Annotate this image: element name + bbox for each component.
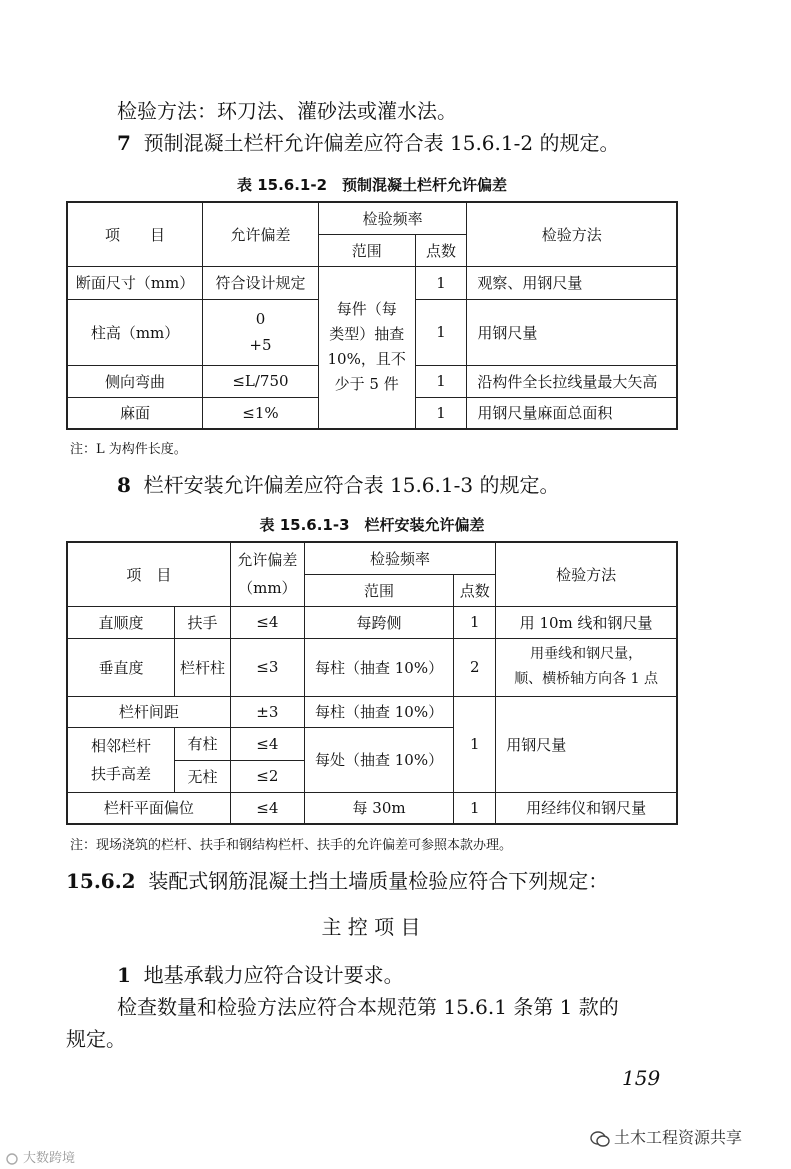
header-tolerance-b: （mm） — [238, 579, 297, 598]
tolerance-bottom: +5 — [249, 336, 272, 354]
paragraph-test-method: 检验方法：环刀法、灌砂法或灌水法。 — [117, 99, 457, 123]
header-tolerance-a: 允许偏差 — [237, 551, 298, 570]
header-item: 项 目 — [67, 202, 203, 266]
cell-points: 1 — [415, 397, 467, 429]
cell-item — [67, 727, 175, 792]
item-number: 7 — [117, 131, 131, 155]
item-text: 栏杆安装允许偏差应符合表 15.6.1-3 的规定。 — [143, 473, 560, 497]
cell-method — [496, 638, 677, 696]
section-15-6-2 — [66, 868, 608, 894]
method-line: 用垂线和钢尺量， — [530, 646, 643, 662]
header-tolerance: 允许偏差 — [203, 202, 319, 266]
cell-tolerance: ±3 — [230, 696, 304, 727]
scope-line: 少于 5 件 — [334, 375, 399, 394]
item-number: 1 — [117, 963, 131, 987]
paragraph-item-7 — [117, 130, 619, 156]
cell-item: 柱高（mm） — [67, 299, 203, 365]
cell-method: 沿构件全长拉线量最大矢高 — [467, 365, 677, 397]
cell-tolerance: ≤1% — [203, 397, 319, 429]
scope-line: 类型）抽查 — [329, 325, 405, 344]
cell-item: 断面尺寸（mm） — [67, 266, 203, 299]
table3-note: 注：现场浇筑的栏杆、扶手和钢结构栏杆、扶手的允许偏差可参照本款办理。 — [70, 838, 513, 853]
paragraph-item-1 — [117, 962, 404, 988]
logo-icon — [6, 1153, 20, 1165]
cell-tolerance: ≤4 — [230, 606, 304, 638]
cell-method: 用经纬仪和钢尺量 — [496, 792, 677, 824]
cell-tolerance: ≤4 — [230, 727, 304, 760]
scope-line: 每件（每 — [336, 300, 397, 319]
cell-item: 麻面 — [67, 397, 203, 429]
cell-tolerance: 符合设计规定 — [203, 266, 319, 299]
cell-subitem: 栏杆柱 — [175, 638, 231, 696]
header-frequency: 检验频率 — [318, 202, 467, 234]
cell-points: 1 — [415, 266, 467, 299]
header-points: 点数 — [415, 234, 467, 266]
header-item: 项 目 — [67, 542, 230, 606]
header-method: 检验方法 — [467, 202, 677, 266]
section-number: 15.6.2 — [66, 869, 136, 893]
watermark-left-text: 大数跨境 — [23, 1151, 76, 1166]
cell-item: 垂直度 — [67, 638, 175, 696]
item-text: 地基承载力应符合设计要求。 — [143, 963, 404, 987]
item-number: 8 — [117, 473, 131, 497]
cell-scope: 每处（抽查 10%） — [304, 727, 454, 792]
cell-tolerance: ≤4 — [230, 792, 304, 824]
tolerance-top: 0 — [255, 310, 266, 328]
cell-points: 1 — [415, 365, 467, 397]
paragraph-item-8 — [117, 472, 559, 498]
cell-item: 栏杆平面偏位 — [67, 792, 230, 824]
sub-heading: 主 控 项 目 — [321, 915, 421, 939]
cell-scope: 每跨侧 — [304, 606, 454, 638]
paragraph-check-line-1: 检查数量和检验方法应符合本规范第 15.6.1 条第 1 款的 — [117, 995, 619, 1019]
item-text: 预制混凝土栏杆允许偏差应符合表 15.6.1-2 的规定。 — [143, 131, 620, 155]
cell-points: 1 — [454, 792, 496, 824]
scope-line: 10%，且不 — [327, 350, 406, 369]
cell-method: 观察、用钢尺量 — [467, 266, 677, 299]
cell-shared-method: 用钢尺量 — [496, 696, 677, 792]
cell-subitem: 无柱 — [175, 760, 231, 792]
cell-shared-scope — [318, 266, 415, 429]
cell-method: 用 10m 线和钢尺量 — [496, 606, 677, 638]
cell-tolerance: ≤3 — [230, 638, 304, 696]
watermark-right-text: 土木工程资源共享 — [614, 1128, 743, 1147]
method-line: 顺、横桥轴方向各 1 点 — [514, 671, 658, 687]
cell-subitem: 扶手 — [175, 606, 231, 638]
table3-caption: 表 15.6.1-3 栏杆安装允许偏差 — [259, 516, 485, 534]
table-15-6-1-2 — [66, 201, 678, 430]
cell-subitem: 有柱 — [175, 727, 231, 760]
cell-method: 用钢尺量 — [467, 299, 677, 365]
page-number: 159 — [622, 1066, 661, 1090]
section-text: 装配式钢筋混凝土挡土墙质量检验应符合下列规定： — [148, 869, 609, 893]
item-line: 扶手高差 — [91, 764, 152, 783]
paragraph-check-line-2: 规定。 — [66, 1027, 126, 1051]
table-15-6-1-3 — [66, 541, 678, 825]
header-points: 点数 — [454, 574, 496, 606]
cell-points: 1 — [454, 606, 496, 638]
watermark-left — [6, 1147, 75, 1166]
cell-scope: 每柱（抽查 10%） — [304, 696, 454, 727]
cell-scope: 每 30m — [304, 792, 454, 824]
cell-points: 2 — [454, 638, 496, 696]
header-scope: 范围 — [304, 574, 454, 606]
cell-item: 侧向弯曲 — [67, 365, 203, 397]
header-frequency: 检验频率 — [304, 542, 495, 574]
watermark-right — [590, 1125, 742, 1148]
header-method: 检验方法 — [496, 542, 677, 606]
cell-item: 直顺度 — [67, 606, 175, 638]
cell-scope: 每柱（抽查 10%） — [304, 638, 454, 696]
cell-method: 用钢尺量麻面总面积 — [467, 397, 677, 429]
cell-tolerance: ≤2 — [230, 760, 304, 792]
cell-item: 栏杆间距 — [67, 696, 230, 727]
cell-points: 1 — [415, 299, 467, 365]
cell-tolerance: ≤L/750 — [203, 365, 319, 397]
cell-tolerance — [203, 299, 319, 365]
wechat-icon — [590, 1131, 610, 1147]
item-line: 相邻栏杆 — [91, 736, 152, 755]
header-tolerance — [230, 542, 304, 606]
table2-note: 注：L 为构件长度。 — [70, 442, 187, 457]
header-scope: 范围 — [318, 234, 415, 266]
cell-shared-points: 1 — [454, 696, 496, 792]
table2-caption: 表 15.6.1-2 预制混凝土栏杆允许偏差 — [236, 176, 508, 194]
